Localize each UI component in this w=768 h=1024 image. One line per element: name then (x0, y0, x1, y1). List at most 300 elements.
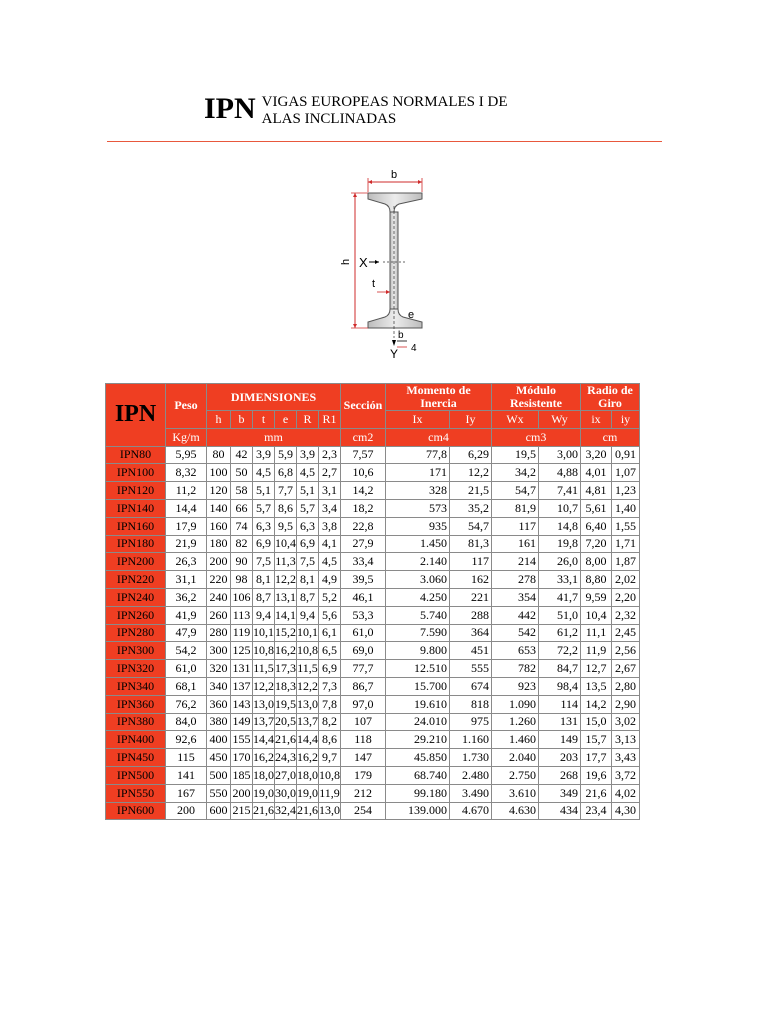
dim-label-h: h (340, 258, 352, 265)
cell-peso: 84,0 (166, 713, 207, 731)
cell-ix-radius: 11,9 (581, 642, 612, 660)
table-row (106, 660, 640, 678)
sub-header-e: e (275, 411, 297, 429)
cell-e: 12,2 (275, 571, 297, 589)
cell-iy-radius: 2,02 (612, 571, 640, 589)
cell-r1: 4,1 (319, 535, 341, 553)
cell-h: 600 (207, 802, 231, 820)
cell-t: 13,7 (253, 713, 275, 731)
cell-wx: 214 (492, 553, 539, 571)
cell-h: 260 (207, 606, 231, 624)
cell-seccion: 10,6 (341, 464, 386, 482)
cell-peso: 47,9 (166, 624, 207, 642)
cell-t: 8,1 (253, 571, 275, 589)
cell-wx: 442 (492, 606, 539, 624)
cell-profile: IPN340 (106, 677, 166, 695)
cell-t: 16,2 (253, 749, 275, 767)
cell-peso: 17,9 (166, 517, 207, 535)
dim-label-t: t (372, 278, 376, 290)
cell-r1: 13,0 (319, 802, 341, 820)
cell-iy-radius: 3,72 (612, 766, 640, 784)
cell-e: 7,7 (275, 482, 297, 500)
cell-e: 27,0 (275, 766, 297, 784)
cell-r: 4,5 (297, 464, 319, 482)
cell-peso: 31,1 (166, 571, 207, 589)
cell-e: 6,8 (275, 464, 297, 482)
cell-e: 14,1 (275, 606, 297, 624)
cell-profile: IPN240 (106, 588, 166, 606)
cell-iy: 81,3 (450, 535, 492, 553)
cell-iy: 21,5 (450, 482, 492, 500)
cell-profile: IPN400 (106, 731, 166, 749)
cell-r: 14,4 (297, 731, 319, 749)
cell-r: 11,5 (297, 660, 319, 678)
cell-r1: 5,2 (319, 588, 341, 606)
cell-h: 550 (207, 784, 231, 802)
cell-iy: 1.730 (450, 749, 492, 767)
cell-ix-radius: 15,0 (581, 713, 612, 731)
cell-profile: IPN260 (106, 606, 166, 624)
sub-header-h: h (207, 411, 231, 429)
table-title: IPN (106, 384, 166, 447)
cell-peso: 141 (166, 766, 207, 784)
cell-ix: 935 (386, 517, 450, 535)
cell-t: 10,1 (253, 624, 275, 642)
cell-r: 13,7 (297, 713, 319, 731)
cell-wx: 1.090 (492, 695, 539, 713)
cell-wy: 203 (539, 749, 581, 767)
ipn-properties-table (105, 383, 640, 820)
cell-e: 15,2 (275, 624, 297, 642)
cell-ix: 328 (386, 482, 450, 500)
cell-wx: 34,2 (492, 464, 539, 482)
cell-b: 90 (231, 553, 253, 571)
cell-e: 5,9 (275, 446, 297, 464)
cell-ix-radius: 9,59 (581, 588, 612, 606)
cell-h: 500 (207, 766, 231, 784)
cell-profile: IPN380 (106, 713, 166, 731)
cell-t: 6,3 (253, 517, 275, 535)
cell-h: 360 (207, 695, 231, 713)
cell-t: 21,6 (253, 802, 275, 820)
table-header-row-units (106, 428, 640, 446)
cell-iy: 674 (450, 677, 492, 695)
cell-e: 13,1 (275, 588, 297, 606)
cell-ix: 29.210 (386, 731, 450, 749)
cell-ix-radius: 5,61 (581, 499, 612, 517)
col-header-momento (386, 384, 492, 411)
cell-seccion: 147 (341, 749, 386, 767)
cell-t: 9,4 (253, 606, 275, 624)
cell-r: 5,1 (297, 482, 319, 500)
col-header-radio (581, 384, 640, 411)
cell-t: 18,0 (253, 766, 275, 784)
cell-peso: 21,9 (166, 535, 207, 553)
cell-seccion: 14,2 (341, 482, 386, 500)
cell-ix: 45.850 (386, 749, 450, 767)
cell-r1: 2,3 (319, 446, 341, 464)
cell-peso: 5,95 (166, 446, 207, 464)
cell-r: 5,7 (297, 499, 319, 517)
cell-wx: 1.260 (492, 713, 539, 731)
cell-wy: 268 (539, 766, 581, 784)
unit-inercia: cm4 (386, 428, 492, 446)
cell-wx: 2.040 (492, 749, 539, 767)
cell-h: 100 (207, 464, 231, 482)
sub-header-iy: Iy (450, 411, 492, 429)
table-row (106, 588, 640, 606)
cell-seccion: 97,0 (341, 695, 386, 713)
col-header-radio-line2: Giro (598, 396, 622, 410)
cell-seccion: 33,4 (341, 553, 386, 571)
cell-wy: 84,7 (539, 660, 581, 678)
cell-e: 16,2 (275, 642, 297, 660)
cell-ix: 19.610 (386, 695, 450, 713)
cell-seccion: 107 (341, 713, 386, 731)
cell-e: 30,0 (275, 784, 297, 802)
col-header-dimensiones: DIMENSIONES (207, 384, 341, 411)
cell-iy-radius: 3,02 (612, 713, 640, 731)
col-header-peso: Peso (166, 384, 207, 429)
cell-e: 20,5 (275, 713, 297, 731)
ipn-profile-figure (335, 166, 435, 360)
cell-wy: 51,0 (539, 606, 581, 624)
cell-iy-radius: 1,40 (612, 499, 640, 517)
cell-iy-radius: 2,20 (612, 588, 640, 606)
cell-ix-radius: 12,7 (581, 660, 612, 678)
cell-t: 7,5 (253, 553, 275, 571)
cell-peso: 115 (166, 749, 207, 767)
cell-wx: 923 (492, 677, 539, 695)
cell-ix: 24.010 (386, 713, 450, 731)
cell-r1: 6,1 (319, 624, 341, 642)
cell-e: 10,4 (275, 535, 297, 553)
header-description-line2: ALAS INCLINADAS (261, 111, 397, 127)
cell-wx: 354 (492, 588, 539, 606)
cell-r: 10,1 (297, 624, 319, 642)
cell-wx: 161 (492, 535, 539, 553)
cell-wx: 1.460 (492, 731, 539, 749)
cell-ix: 171 (386, 464, 450, 482)
cell-peso: 167 (166, 784, 207, 802)
cell-ix: 15.700 (386, 677, 450, 695)
cell-b: 119 (231, 624, 253, 642)
cell-e: 32,4 (275, 802, 297, 820)
cell-wy: 131 (539, 713, 581, 731)
cell-b: 200 (231, 784, 253, 802)
sub-header-r1: R1 (319, 411, 341, 429)
cell-r: 8,1 (297, 571, 319, 589)
unit-peso: Kg/m (166, 428, 207, 446)
cell-ix: 68.740 (386, 766, 450, 784)
cell-wy: 4,88 (539, 464, 581, 482)
table-row (106, 642, 640, 660)
cell-profile: IPN360 (106, 695, 166, 713)
cell-peso: 200 (166, 802, 207, 820)
cell-wy: 98,4 (539, 677, 581, 695)
table-row (106, 784, 640, 802)
beam-top-flange (368, 193, 422, 212)
cell-e: 24,3 (275, 749, 297, 767)
cell-b: 137 (231, 677, 253, 695)
cell-wx: 3.610 (492, 784, 539, 802)
cell-seccion: 86,7 (341, 677, 386, 695)
cell-iy: 12,2 (450, 464, 492, 482)
table-row (106, 624, 640, 642)
cell-seccion: 77,7 (341, 660, 386, 678)
cell-peso: 36,2 (166, 588, 207, 606)
cell-iy: 451 (450, 642, 492, 660)
cell-profile: IPN220 (106, 571, 166, 589)
cell-t: 13,0 (253, 695, 275, 713)
cell-b: 42 (231, 446, 253, 464)
cell-iy: 6,29 (450, 446, 492, 464)
cell-ix-radius: 14,2 (581, 695, 612, 713)
cell-profile: IPN140 (106, 499, 166, 517)
cell-ix-radius: 15,7 (581, 731, 612, 749)
cell-wy: 3,00 (539, 446, 581, 464)
cell-r1: 3,4 (319, 499, 341, 517)
cell-b: 215 (231, 802, 253, 820)
cell-iy: 54,7 (450, 517, 492, 535)
table-row (106, 446, 640, 464)
cell-wy: 41,7 (539, 588, 581, 606)
cell-wx: 117 (492, 517, 539, 535)
cell-peso: 68,1 (166, 677, 207, 695)
cell-seccion: 254 (341, 802, 386, 820)
cell-ix: 139.000 (386, 802, 450, 820)
table-row (106, 553, 640, 571)
cell-seccion: 7,57 (341, 446, 386, 464)
cell-profile: IPN100 (106, 464, 166, 482)
table-row (106, 677, 640, 695)
cell-r: 7,5 (297, 553, 319, 571)
cell-r1: 7,3 (319, 677, 341, 695)
cell-ix-radius: 4,01 (581, 464, 612, 482)
cell-wy: 349 (539, 784, 581, 802)
cell-iy-radius: 2,56 (612, 642, 640, 660)
cell-profile: IPN160 (106, 517, 166, 535)
col-header-modulo-line1: Módulo (515, 383, 556, 397)
cell-wy: 114 (539, 695, 581, 713)
dim-label-b-quarter: b (398, 330, 404, 341)
cell-h: 240 (207, 588, 231, 606)
cell-t: 12,2 (253, 677, 275, 695)
dim-label-b: b (391, 169, 398, 181)
sub-header-ix: Ix (386, 411, 450, 429)
cell-h: 80 (207, 446, 231, 464)
cell-r: 18,0 (297, 766, 319, 784)
cell-h: 140 (207, 499, 231, 517)
cell-profile: IPN600 (106, 802, 166, 820)
cell-ix: 5.740 (386, 606, 450, 624)
cell-t: 3,9 (253, 446, 275, 464)
cell-r1: 8,2 (319, 713, 341, 731)
cell-wx: 19,5 (492, 446, 539, 464)
cell-wy: 149 (539, 731, 581, 749)
cell-h: 300 (207, 642, 231, 660)
cell-wy: 7,41 (539, 482, 581, 500)
cell-t: 5,1 (253, 482, 275, 500)
cell-h: 120 (207, 482, 231, 500)
unit-modulo: cm3 (492, 428, 581, 446)
cell-peso: 8,32 (166, 464, 207, 482)
cell-iy: 162 (450, 571, 492, 589)
table-header-row-1 (106, 384, 640, 411)
cell-ix: 2.140 (386, 553, 450, 571)
cell-iy-radius: 1,23 (612, 482, 640, 500)
cell-ix-radius: 13,5 (581, 677, 612, 695)
cell-wy: 72,2 (539, 642, 581, 660)
cell-wx: 542 (492, 624, 539, 642)
cell-profile: IPN450 (106, 749, 166, 767)
cell-b: 58 (231, 482, 253, 500)
cell-ix-radius: 19,6 (581, 766, 612, 784)
cell-h: 160 (207, 517, 231, 535)
cell-peso: 54,2 (166, 642, 207, 660)
cell-r1: 4,9 (319, 571, 341, 589)
col-header-seccion: Sección (341, 384, 386, 429)
cell-b: 106 (231, 588, 253, 606)
cell-b: 74 (231, 517, 253, 535)
table-row (106, 749, 640, 767)
cell-t: 10,8 (253, 642, 275, 660)
cell-r: 10,8 (297, 642, 319, 660)
sub-header-t: t (253, 411, 275, 429)
cell-b: 50 (231, 464, 253, 482)
unit-dims: mm (207, 428, 341, 446)
cell-seccion: 118 (341, 731, 386, 749)
cell-t: 14,4 (253, 731, 275, 749)
cell-iy-radius: 4,30 (612, 802, 640, 820)
cell-r: 13,0 (297, 695, 319, 713)
cell-profile: IPN320 (106, 660, 166, 678)
cell-t: 4,5 (253, 464, 275, 482)
cell-e: 11,3 (275, 553, 297, 571)
cell-seccion: 18,2 (341, 499, 386, 517)
cell-r1: 7,8 (319, 695, 341, 713)
cell-ix-radius: 11,1 (581, 624, 612, 642)
header-description-line1: VIGAS EUROPEAS NORMALES I DE (261, 94, 508, 110)
cell-iy: 818 (450, 695, 492, 713)
cell-wx: 278 (492, 571, 539, 589)
cell-ix-radius: 6,40 (581, 517, 612, 535)
cell-peso: 26,3 (166, 553, 207, 571)
cell-ix: 3.060 (386, 571, 450, 589)
cell-iy-radius: 2,67 (612, 660, 640, 678)
axis-label-x: X (359, 255, 368, 270)
cell-b: 82 (231, 535, 253, 553)
cell-r: 16,2 (297, 749, 319, 767)
table-row (106, 731, 640, 749)
cell-iy-radius: 4,02 (612, 784, 640, 802)
cell-r1: 2,7 (319, 464, 341, 482)
cell-b: 170 (231, 749, 253, 767)
table-row (106, 802, 640, 820)
cell-profile: IPN200 (106, 553, 166, 571)
cell-peso: 92,6 (166, 731, 207, 749)
cell-r: 3,9 (297, 446, 319, 464)
cell-profile: IPN180 (106, 535, 166, 553)
cell-seccion: 27,9 (341, 535, 386, 553)
cell-h: 220 (207, 571, 231, 589)
cell-iy-radius: 1,07 (612, 464, 640, 482)
cell-ix-radius: 23,4 (581, 802, 612, 820)
cell-r1: 3,1 (319, 482, 341, 500)
cell-r1: 11,9 (319, 784, 341, 802)
cell-ix: 9.800 (386, 642, 450, 660)
cell-r1: 4,5 (319, 553, 341, 571)
sub-header-wy: Wy (539, 411, 581, 429)
cell-iy: 555 (450, 660, 492, 678)
cell-profile: IPN500 (106, 766, 166, 784)
cell-ix-radius: 8,00 (581, 553, 612, 571)
unit-seccion: cm2 (341, 428, 386, 446)
cell-r: 8,7 (297, 588, 319, 606)
cell-r: 12,2 (297, 677, 319, 695)
cell-iy-radius: 2,45 (612, 624, 640, 642)
cell-b: 125 (231, 642, 253, 660)
cell-r: 6,3 (297, 517, 319, 535)
cell-iy: 35,2 (450, 499, 492, 517)
cell-profile: IPN550 (106, 784, 166, 802)
table-row (106, 713, 640, 731)
cell-h: 200 (207, 553, 231, 571)
cell-seccion: 53,3 (341, 606, 386, 624)
cell-peso: 76,2 (166, 695, 207, 713)
cell-iy: 2.480 (450, 766, 492, 784)
cell-e: 19,5 (275, 695, 297, 713)
cell-iy: 3.490 (450, 784, 492, 802)
cell-h: 320 (207, 660, 231, 678)
cell-wy: 434 (539, 802, 581, 820)
cell-ix-radius: 4,81 (581, 482, 612, 500)
col-header-radio-line1: Radio de (587, 383, 633, 397)
cell-b: 66 (231, 499, 253, 517)
sub-header-b: b (231, 411, 253, 429)
table-row (106, 695, 640, 713)
cell-seccion: 179 (341, 766, 386, 784)
cell-ix-radius: 7,20 (581, 535, 612, 553)
cell-b: 155 (231, 731, 253, 749)
cell-ix-radius: 17,7 (581, 749, 612, 767)
cell-h: 280 (207, 624, 231, 642)
cell-iy-radius: 3,43 (612, 749, 640, 767)
cell-wy: 33,1 (539, 571, 581, 589)
cell-profile: IPN280 (106, 624, 166, 642)
cell-wx: 2.750 (492, 766, 539, 784)
cell-t: 19,0 (253, 784, 275, 802)
dim-label-e: e (408, 309, 415, 321)
col-header-modulo (492, 384, 581, 411)
cell-wx: 4.630 (492, 802, 539, 820)
cell-peso: 41,9 (166, 606, 207, 624)
cell-iy: 4.670 (450, 802, 492, 820)
cell-iy-radius: 1,71 (612, 535, 640, 553)
cell-iy: 221 (450, 588, 492, 606)
cell-iy-radius: 1,87 (612, 553, 640, 571)
cell-e: 17,3 (275, 660, 297, 678)
cell-r: 19,0 (297, 784, 319, 802)
cell-r: 9,4 (297, 606, 319, 624)
cell-seccion: 69,0 (341, 642, 386, 660)
table-row (106, 464, 640, 482)
sub-header-r: R (297, 411, 319, 429)
header-divider (107, 141, 662, 142)
cell-seccion: 22,8 (341, 517, 386, 535)
cell-wy: 14,8 (539, 517, 581, 535)
cell-profile: IPN120 (106, 482, 166, 500)
